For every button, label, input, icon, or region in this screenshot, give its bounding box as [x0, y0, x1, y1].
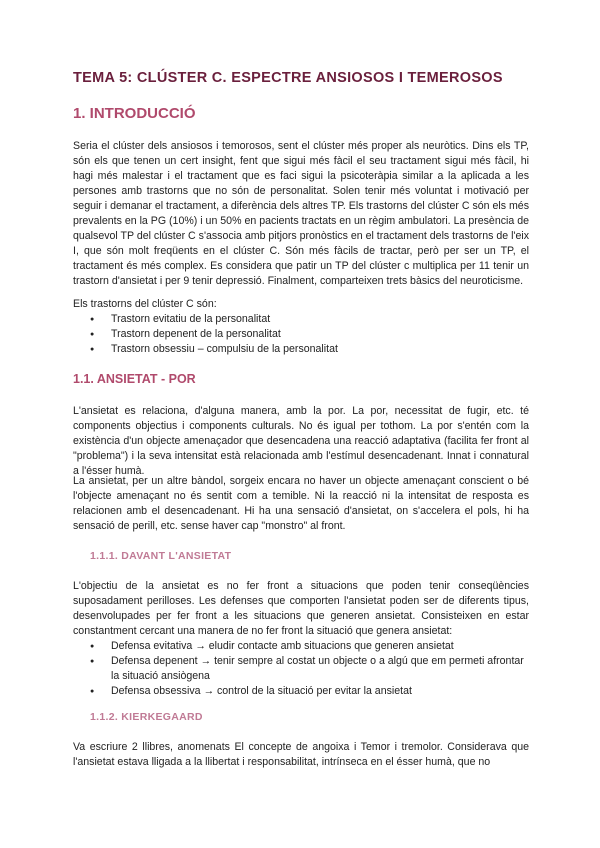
intro-paragraph: Seria el clúster dels ansiosos i temorosos, sent el clúster més proper als neuròtics. Dins els TP, són els que tenen un cert insight, fent que sigui més fàcil el seu tractament sigui més fàcil, hi hagi més malestar i el tractament que es faci sigui la psicoteràpia similar a la aplicada a les persones amb trastorns que no són de personalitat. Solen tenir més voluntat i motivació per seguir i demanar el tractament, a diferència dels altres TP. Els trastorns del clúster C són els més prevalents en la PG (10%) i un 50% en pacients tractats en un règim ambulatori. La presència de qualsevol TP del clúster C s'associa amb pitjors pronòstics en el tractament dels trastorns de l'eix I, que són molt freqüents en el clúster C. Són més fàcils de tractar, però per ser un TP, el tractament és més complex. Es considera que patir un TP del clúster c multiplica per 11 tenir un trastorn d'ansietat i per 9 tenir depressió. Finalment, comparteixen trets bàsics del neuroticisme.: [73, 140, 529, 287]
list-item: ● Trastorn evitatiu de la personalitat: [90, 312, 530, 327]
defenses-list: [90, 639, 530, 699]
list-item: ● Defensa obsessiva → control de la situació per evitar la ansietat: [90, 684, 530, 699]
kierkegaard-paragraph: Va escriure 2 llibres, anomenats El concepte de angoixa i Temor i tremolor. Considerava que l'ansietat estava lligada a la llibertat i responsabilitat, intrínseca en el ésser humà, que no: [73, 741, 529, 768]
cluster-c-list: [90, 312, 530, 357]
list-item: ● Defensa depenent → tenir sempre al costat un objecte o a algú que em permeti afrontar la situació ansiògena: [90, 654, 530, 684]
davant-ansietat-paragraph: L'objectiu de la ansietat es no fer front a situacions que poden tenir conseqüències suposadament perilloses. Les defenses que comporten l'ansietat poden ser de diferents tipus, desenvolupades per fer front a les situacions que generen ansietat. Consisteixen en estar constantment cercant una manera de no fer front la situació que genera ansietat:: [73, 580, 529, 637]
list-intro-text: Els trastorns del clúster C són:: [73, 298, 217, 310]
ansietat-paragraph-1: L'ansietat es relaciona, d'alguna manera, amb la por. La por, necessitat de fugir, etc. té components objectius i components culturals. No és igual per tothom. La por s'entén com la existència d'un objecte amenaçador que desencadena una reacció adaptativa (facilita fer front al "problema") i la seva intensitat està relacionada amb l'estímul desencadenant. Innat i connatural a l'ésser humà.: [73, 405, 529, 477]
section-heading-kierkegaard: 1.1.2. KIERKEGAARD: [90, 711, 203, 723]
section-heading-ansietat-por: 1.1. ANSIETAT - POR: [73, 372, 196, 386]
list-item: ● Defensa evitativa → eludir contacte amb situacions que generen ansietat: [90, 639, 530, 654]
list-item: ● Trastorn depenent de la personalitat: [90, 327, 530, 342]
document-title: TEMA 5: CLÚSTER C. ESPECTRE ANSIOSOS I TEMEROSOS: [73, 70, 503, 86]
section-heading-davant-ansietat: 1.1.1. DAVANT L'ANSIETAT: [90, 550, 232, 562]
ansietat-paragraph-2: La ansietat, per un altre bàndol, sorgeix encara no haver un objecte amenaçant conscient o bé l'objecte amenaçant no és sentit com a temible. Ni la reacció ni la intensitat de resposta es relacionen amb el desencadenant. Hi ha una sensació d'ansietat, on s'accelera el pols, hi ha sensació de perill, etc. sense haver cap "monstro" al front.: [73, 475, 529, 532]
list-item: ● Trastorn obsessiu – compulsiu de la personalitat: [90, 342, 530, 357]
section-heading-introduccio: 1. INTRODUCCIÓ: [73, 105, 196, 122]
